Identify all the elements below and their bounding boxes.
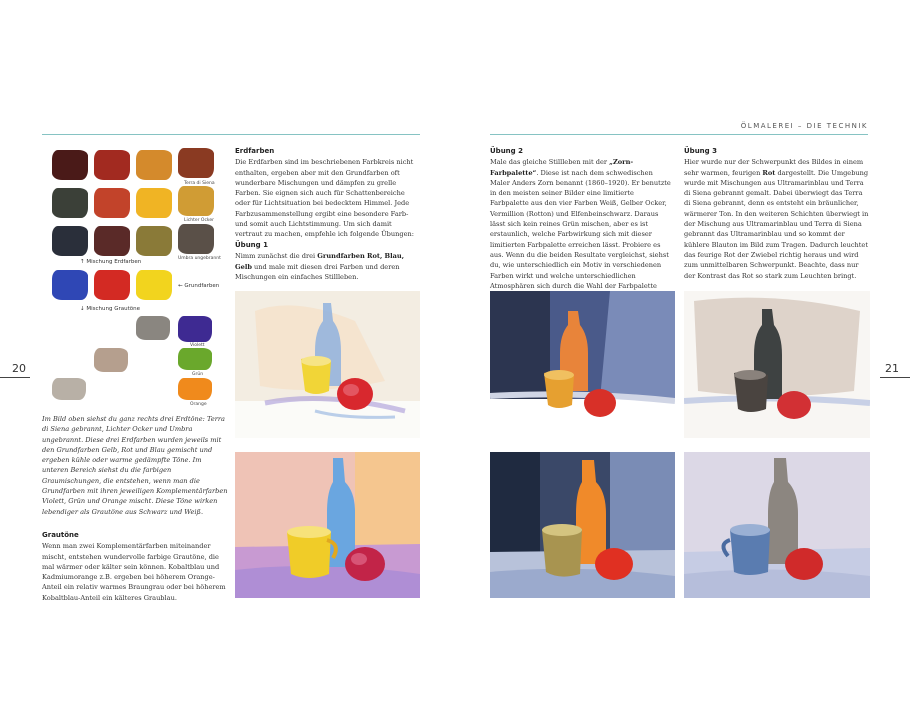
swatch-grau-gruen <box>94 348 128 372</box>
swatch-red-ochre <box>94 188 130 218</box>
painting-uebung2-finished <box>490 452 675 598</box>
painting-uebung1-sketch <box>235 291 420 438</box>
uebung2-bold: „Zorn-Farbpalette“ <box>490 158 634 177</box>
uebung2-p1: Male das gleiche Stillleben mit der <box>490 158 610 167</box>
erdfarben-heading: Erdfarben <box>235 147 275 155</box>
uebung1-bold: Grundfarben Rot, Blau, Gelb <box>235 252 405 271</box>
swatch-caption: Im Bild oben siehst du ganz rechts drei Erdtöne: Terra di Siena gebrannt, Lichter Ocker und Umbra ungebrannt. Diese drei Erdfarben wurden jeweils mit den Grundfarben Gelb, Rot und Blau gemischt und ergeben kühle oder warme gedämpfte Töne. Im unteren Bereich siehst du die farbigen Graumischungen, die entstehen, wenn man die Grundfarben mit ihren jeweiligen Komplementärfarben Violett, Grün und Orange mischt. Diese Töne wirken lebendiger als Grautöne aus Schwarz und Weiß. <box>42 415 228 516</box>
left-page-number: 20 <box>12 362 26 375</box>
label-lichter-ocker: Lichter Ocker <box>184 218 214 223</box>
left-page-number-line <box>0 377 30 378</box>
uebung2-heading: Übung 2 <box>490 147 523 155</box>
uebung3-heading: Übung 3 <box>684 147 717 155</box>
swatch-violett <box>178 316 212 342</box>
swatch-red-umbra <box>94 226 130 256</box>
swatch-orange <box>178 378 212 400</box>
label-violett: Violett <box>190 343 205 348</box>
swatch-grau-orange <box>52 378 86 400</box>
uebung1-intro: Nimm zunächst die drei <box>235 252 318 261</box>
uebung1-rest: und male mit diesen drei Farben und deren Mischungen ein einfaches Stillleben. <box>235 262 400 281</box>
swatch-blau <box>52 270 88 300</box>
erdfarben-body: Die Erdfarben sind im beschriebenen Farbkreis nicht enthalten, ergeben aber mit den Grundfarben oft wunderbare Mischungen und dämpfen zu grelle Farben. Sie eignen sich auch für Schattenbereiche oder für Lichtsituation bei bedecktem Himmel. Jede Farbzusammenstellung ergibt eine besondere Farb- und somit auch Lichtstimmung. Um sich damit vertraut zu machen, empfehle ich folgende Übungen: <box>235 158 414 239</box>
uebung3-bold: Rot <box>762 168 776 177</box>
running-header: ÖLMALEREI – DIE TECHNIK <box>740 122 868 130</box>
swatch-lichter-ocker <box>178 186 214 216</box>
uebung2-p2: . Diese ist nach dem schwedischen Maler Anders Zorn benannt (1860–1920). Er benutzte in den meisten seiner Bilder eine limitierte Farbpalette aus den vier Farben Weiß, Gelber Ocker, Vermillion (Rotton) und Elfenbeinschwarz. Daraus lässt sich kein reines Grün mischen, aber es ist erstaunlich, welche Farbwirkung sich mit dieser limitierten Farbpalette erreichen lässt. Probiere es aus. Wenn du die beiden Resultate vergleichst, siehst du, wie unterschiedlich ein Motiv in verschiedenen Farben wirkt und welche unterschiedlichen Atmosphären sich durch die Wahl der Farbpalette <box>490 168 671 290</box>
swatch-terra-di-siena <box>178 148 214 178</box>
swatch-umbra-ungebrannt <box>178 224 214 254</box>
label-terra-di-siena: Terra di Siena <box>184 181 215 186</box>
grautoene-section <box>42 530 228 603</box>
uebung1-heading: Übung 1 <box>235 241 268 249</box>
label-umbra: Umbra ungebrannt <box>178 256 221 261</box>
swatch-grey-green <box>52 188 88 218</box>
right-page-number: 21 <box>885 362 899 375</box>
right-top-rule <box>490 134 868 135</box>
erdfarben-section <box>235 146 420 240</box>
painting-uebung3-finished <box>684 452 870 598</box>
label-gruen: Grün <box>192 372 204 377</box>
grautoene-body: Wenn man zwei Komplementärfarben miteinander mischt, entstehen wundervolle farbige Grautöne, die mal wärmer oder kälter sein können. Kobaltblau und Kadmiumorange z.B. ergeben bei höherem Orange-Anteil ein relativ warmes Braungrau oder bei höherem Kobaltblau-Anteil ein kälteres Graublau. <box>42 542 226 602</box>
swatch-gelb <box>136 270 172 300</box>
left-top-rule <box>42 134 420 135</box>
painting-uebung3-sketch <box>684 291 870 438</box>
uebung3-section <box>684 146 870 281</box>
label-mischung-grautoene: ↓ Mischung Grautöne <box>80 306 140 312</box>
swatch-gruen <box>178 348 212 370</box>
swatch-terra-red <box>94 150 130 180</box>
painting-uebung1-finished <box>235 452 420 598</box>
swatch-grau-violett <box>136 316 170 340</box>
swatch-yellow-umbra <box>136 226 172 256</box>
uebung1-section <box>235 240 420 282</box>
painting-uebung2-sketch <box>490 291 675 438</box>
swatch-yellow-ochre <box>136 188 172 218</box>
label-mischung-erdfarben: ↑ Mischung Erdfarben <box>80 259 142 265</box>
swatch-ochre-orange <box>136 150 172 180</box>
swatch-rot <box>94 270 130 300</box>
swatch-dark-brown <box>52 150 88 180</box>
right-page-number-line <box>880 377 910 378</box>
uebung3-p2: dargestellt. Die Umgebung wurde mit Mischungen aus Ultramarinblau und Terra di Siena gebrannt gemalt. Dabei überwiegt das Terra di Siena gebrannt, denn es entsteht ein bräunlicher, wärmerer Ton. In den weiteren Schichten überwiegt in der Mischung aus Ultramarinblau und Terra di Siena gebrannt das Ultramarinblau und so kommt der kühlere Blauton im Bild zum Tragen. Dadurch leuchtet das feurige Rot der Zwiebel richtig heraus und wird zum unmittelbaren Schwerpunkt. Beachte, dass nur der Kontrast das Rot so stark zum Leuchten bringt. <box>684 168 869 280</box>
swatch-blue-umbra <box>52 226 88 256</box>
uebung2-section <box>490 146 674 301</box>
label-orange: Orange <box>190 402 207 407</box>
grautoene-heading: Grautöne <box>42 531 79 539</box>
uebung3-p1: Hier wurde nur der Schwerpunkt des Bildes in einem sehr warmen, feurigen <box>684 158 864 177</box>
label-grundfarben: ← Grundfarben <box>178 283 220 289</box>
